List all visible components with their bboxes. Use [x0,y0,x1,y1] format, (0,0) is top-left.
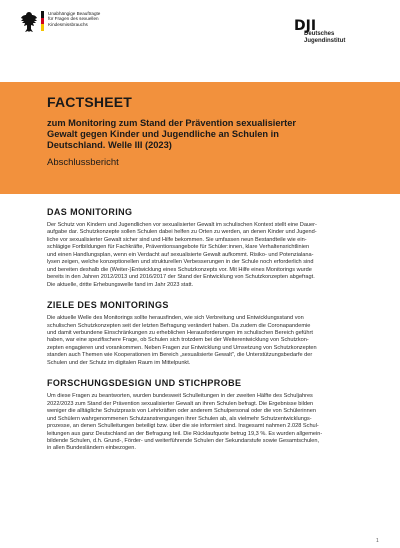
subtitle-line: zum Monitoring zum Stand der Prävention sexualisierter [47,118,296,128]
subtitle-line: Deutschland. Welle III (2023) [47,140,172,150]
text-line: standen auch Themen wie Kooperationen im Bereich „sexualisierte Gewalt", die Unterstützungsbedarfe der [47,352,313,359]
text-line: und Schülern wahrgenommenen Schutzanstrengungen ihrer Schulen ab, als vielmehr Schutzentwicklungs- [47,415,312,422]
text-line: Um diese Fragen zu beantworten, wurden bundesweit Schulleitungen in der zweiten Hälfte des Schuljahres [47,393,313,400]
text-line: zepten engagieren und vorankommen. Neben Fragen zur Entwicklung und Umsetzung von Schutzkonzepten [47,344,317,351]
german-flag-bar [41,11,44,31]
text-line: leitungen aus ganz Deutschland an der Befragung teil. Die Rücklaufquote betrug 19,3 %. Es wurden allgemein- [47,430,323,437]
text-line: 2022/2023 zum Stand der Prävention sexualisierter Gewalt an ihren Schulen befragt. Die Ergebnisse bilden [47,400,314,407]
dji-name [304,31,345,45]
section-paragraph [47,393,373,453]
text-line: Der Schutz von Kindern und Jugendlichen vor sexualisierter Gewalt im schulischen Kontext stellt eine Dauer- [47,222,317,228]
svg-text:DJI: DJI [294,18,317,34]
text-line: bildende Schulen, d.h. Grund-, Förder- und weiterführende Schulen der Sekundarstufe sowie Gesamtschulen, [47,437,320,444]
ubskm-line: für Fragen des sexuellen [48,16,99,22]
text-line: aufgabe dar. Schutzkonzepte sollen Schulen dabei helfen zu Orten zu werden, an denen Kinder und Jugend- [47,229,317,236]
section-title: FORSCHUNGSDESIGN UND STICHPROBE [47,378,242,389]
ubskm-logo-text [48,11,138,27]
section-paragraph [47,222,373,289]
text-line: und damit verbundene Einschränkungen zu erheblichen Herausforderungen im schulischen Bereich geführt [47,329,313,336]
main-content [47,207,373,464]
factsheet-title: FACTSHEET [47,94,133,110]
section-paragraph [47,315,373,367]
section-ziele [47,300,373,367]
text-line: weniger die alltägliche Schutzpraxis von Lehrkräften oder anderem Schulpersonal oder die von Schülerinnen [47,408,316,415]
text-line: prozesse, an denen Schulleitungen beteiligt bzw. über die sie informiert sind. Insgesamt nahmen 2.028 Schul- [47,423,319,430]
section-forschungsdesign [47,378,373,453]
section-title: DAS MONITORING [47,207,133,217]
report-type: Abschlussbericht [47,157,119,168]
text-line: schulischen Schutzkonzepten seit der letzten Befragung verändert haben. Da zudem die Coronapandemie [47,322,311,329]
page-number: 1 [376,538,379,544]
text-line: und bereiten deshalb die (Weiter-)Entwicklung eines Schutzkonzepts vor. Mit Hilfe eines Monitorings wurde [47,266,312,273]
ubskm-line: Kindesmissbrauchs [48,21,88,27]
factsheet-subtitle [47,118,380,151]
ubskm-line: Unabhängige Beauftragte [48,11,101,16]
subtitle-line: Gewalt gegen Kinder und Jugendliche an Schulen in [47,129,279,139]
dji-line: Deutsches [304,31,335,37]
text-line: bereits in den Jahren 2012/2013 und 2016/2017 der Stand der Entwicklung von Schutzkonzepten abgefragt. [47,274,315,281]
section-monitoring [47,207,373,289]
section-title: ZIELE DES MONITORINGS [47,300,169,311]
text-line: Die aktuelle, dritte Erhebungswelle fand im Jahr 2023 statt. [47,281,194,288]
text-line: in allen Bundesländern einbezogen. [47,445,136,452]
page-header [0,0,400,82]
text-line: Die aktuelle Welle des Monitorings sollte herausfinden, wie sich Verbreitung und Entwicklungsstand von [47,315,304,322]
title-banner [0,82,400,194]
text-line: und einen Handlungsplan, wenn ein Verdacht auf sexualisierte Gewalt aufkommt. Risiko- und Potenzialana- [47,251,314,258]
federal-eagle-icon [20,11,38,33]
text-line: schlägige Fortbildungen für Fachkräfte, Präventionsangebote für Schüler:innen, klare Verhaltensrichtlinien [47,244,310,251]
dji-line: Jugendinstitut [304,38,346,45]
text-line: liche vor sexualisierter Gewalt sicher sind und Hilfe bekommen. Sie umfassen neun Bestandteile wie ein- [47,236,307,243]
text-line: haben, war eine spezifischere Frage, ob Schulen sich trotzdem bei der Weiterentwicklung von Schutzkon- [47,337,309,344]
text-line: Schulen und der Schutz im digitalen Raum im Mittelpunkt. [47,359,191,366]
text-line: lysen zeigen, welche konzeptionellen und strukturellen Verbesserungen in der Schule noch erforderlich sind [47,259,314,266]
